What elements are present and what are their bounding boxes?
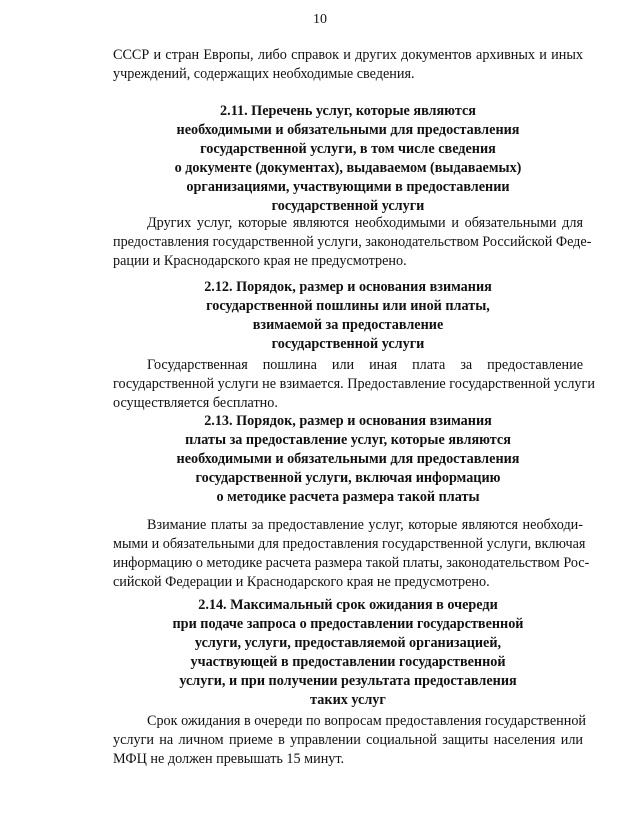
text-line: осуществляется бесплатно. [113,395,278,411]
text-line: рации и Краснодарского края не предусмотрено. [113,253,407,269]
heading-line: государственной пошлины или иной платы, [206,298,490,314]
heading-line: платы за предоставление услуг, которые являются [185,432,511,448]
text-line: сийской Федерации и Краснодарского края не предусмотрено. [113,574,490,590]
heading-line: о методике расчета размера такой платы [216,489,480,505]
heading-line: государственной услуги, в том числе сведения [200,141,496,157]
heading-line: услуги, и при получении результата предоставления [179,673,517,689]
text-line: Срок ожидания в очереди по вопросам предоставления государственной [147,713,587,729]
section-heading-2-14 [113,596,583,710]
section-paragraph-2-14 [113,712,587,769]
heading-line: услуги, услуги, предоставляемой организацией, [194,635,502,651]
heading-line: необходимыми и обязательными для предоставления [176,122,520,138]
heading-line: государственной услуги, включая информацию [195,470,501,486]
section-heading-2-12 [113,278,583,354]
heading-line: таких услуг [310,692,386,708]
text-line: предоставления государственной услуги, законодательством Российской Феде- [113,234,592,250]
heading-line: необходимыми и обязательными для предоставления [176,451,520,467]
text-line: информацию о методике расчета размера такой платы, законодательством Рос- [113,555,590,571]
heading-line: 2.14. Максимальный срок ожидания в очереди [198,597,498,613]
text-line: учреждений, содержащих необходимые сведения. [113,66,415,82]
text-line: Других услуг, которые являются необходимыми и обязательными для [147,215,583,231]
section-paragraph-2-12 [113,356,595,413]
section-heading-2-13 [113,412,583,507]
page-number: 10 [313,12,327,27]
section-paragraph-2-13 [113,516,590,592]
heading-line: о документе (документах), выдаваемом (выдаваемых) [174,160,522,176]
section-paragraph-2-11 [113,214,592,271]
text-line: мыми и обязательными для предоставления государственной услуги, включая [113,536,586,552]
heading-line: при подаче запроса о предоставлении государственной [172,616,524,632]
intro-paragraph [113,46,583,84]
heading-line: государственной услуги [271,198,425,214]
text-line: СССР и стран Европы, либо справок и других документов архивных и иных [113,47,583,63]
text-line: МФЦ не должен превышать 15 минут. [113,751,345,767]
heading-line: организациями, участвующими в предоставлении [186,179,510,195]
heading-line: 2.13. Порядок, размер и основания взимания [204,413,492,429]
heading-line: участвующей в предоставлении государственной [190,654,506,670]
heading-line: 2.12. Порядок, размер и основания взимания [204,279,492,295]
heading-line: государственной услуги [271,336,425,352]
text-line: услуги на личном приеме в управлении социальной защиты населения или [113,732,583,748]
heading-line: взимаемой за предоставление [252,317,444,333]
section-heading-2-11 [113,102,583,216]
text-line: Взимание платы за предоставление услуг, которые являются необходи- [147,517,583,533]
text-line: государственной услуги не взимается. Предоставление государственной услуги [113,376,595,392]
text-line: Государственная пошлина или иная плата за предоставление [147,357,583,373]
heading-line: 2.11. Перечень услуг, которые являются [220,103,476,119]
